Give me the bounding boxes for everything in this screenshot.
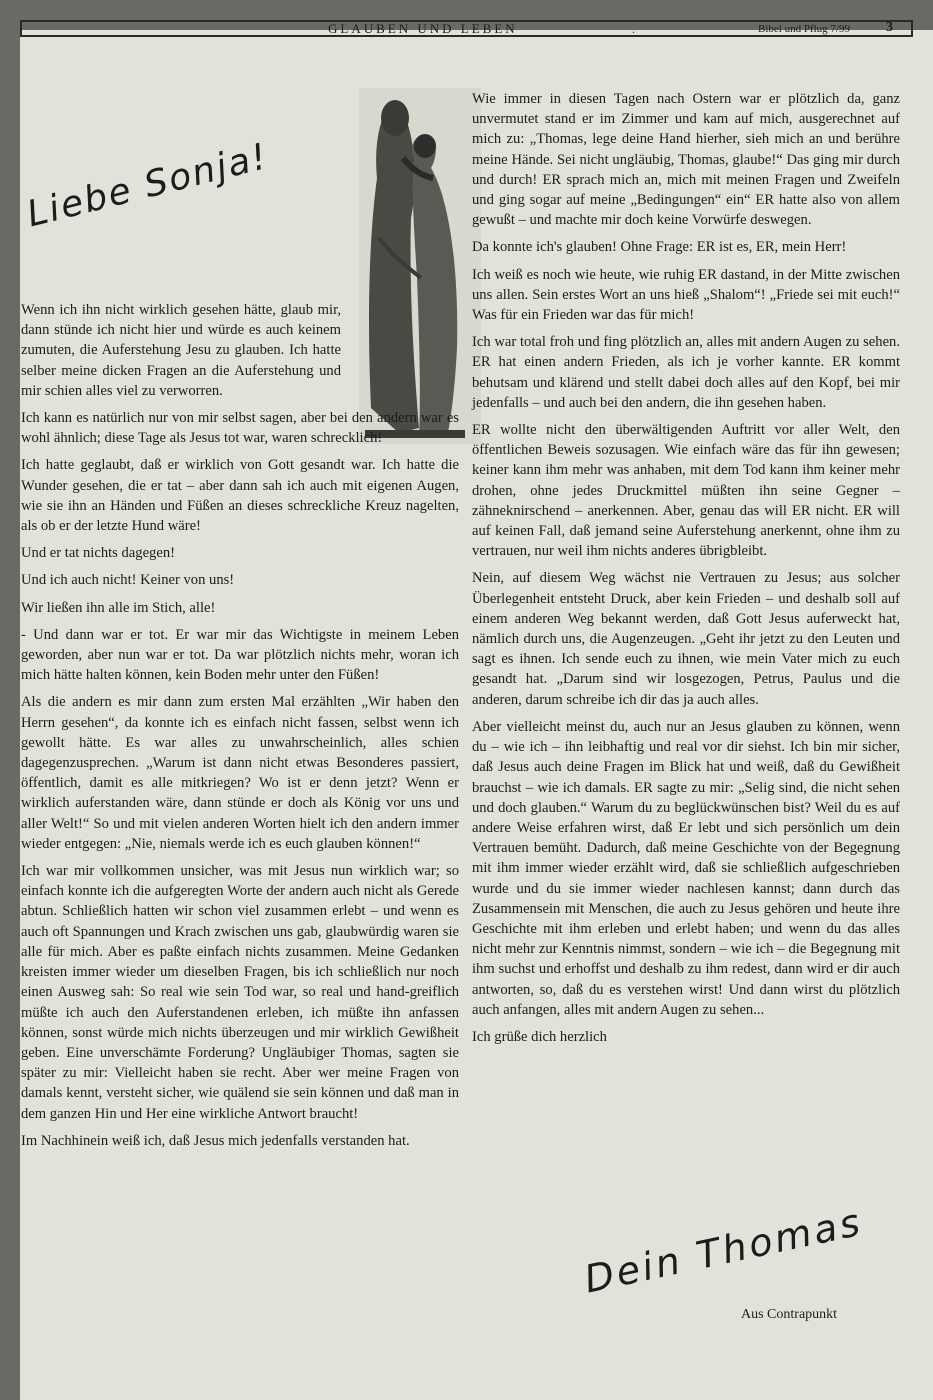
paragraph: Nein, auf diesem Weg wächst nie Vertrauen zu Jesus; aus solcher Überlegenheit entsteht Druck, aber kein Frieden – und deshalb soll auf einem anderen Weg bekannt werden, daß Gott Jesus auferweckt hat, nämlich durch uns, die Augenzeugen. „Geht ihr jetzt zu den Leuten und sagt es ihnen. Ich sende euch zu ihnen, wie mein Vater mich zu euch gesandt hat. „Darum sind wir losgezogen, Petrus, Paulus und die anderen, darum schreibe ich dir das ja auch alles.	[472, 570, 900, 708]
right-column	[472, 89, 900, 1054]
page-header	[20, 20, 913, 37]
paragraph: Im Nachhinein weiß ich, daß Jesus mich jedenfalls verstanden hat.	[21, 1132, 410, 1149]
paragraph: Ich weiß es noch wie heute, wie ruhig ER dastand, in der Mitte zwischen uns allen. Sein erstes Wort an uns hieß „Shalom“! „Friede sei mit euch!“ Was für ein Frieden war das für mich!	[472, 266, 900, 324]
paragraph: Wir ließen ihn alle im Stich, alle!	[21, 599, 216, 616]
paragraph: - Und dann war er tot. Er war mir das Wichtigste in meinem Leben geworden, aber nun war er tot. Da war plötzlich nichts mehr, woran ich mich hätte halten können, kein Boden mehr unter den Füßen!	[21, 626, 459, 684]
paragraph: Aber vielleicht meinst du, auch nur an Jesus glauben zu können, wenn du – wie ich – ihn leibhaftig und real vor dir siehst. Ich bin mir sicher, daß Jesus auch deine Fragen im Blick hat und weiß, daß du Gewißheit brauchst – wie ich damals. ER sagte zu mir: „Selig sind, die nicht sehen und doch glauben.“ Warum du zu beglückwünschen bist? Weil du es auf andere Weise erfahren wirst, daß Er lebt und sich persönlich um dein Vertrauen bemüht. Dadurch, daß meine Geschichte von der Begegnung mit ihm immer wieder erzählt wird, daß sie schließlich aufgeschrieben wurde und du sie immer wieder nachlesen kannst; dann durch das Zusammensein mit Menschen, die auch zu Jesus gehören und heute ihre Geschichte mit ihm erleben und erlebt haben; und wenn du das alles nicht mehr zur Kenntnis nimmst, sondern – wie ich – die Begegnung mit ihm suchst und erhoffst und deshalb zu ihm redest, dann wird er dir auch antworten, so, daß du es verstehen wirst! Und dann wirst du plötzlich auch anfangen, alles mit andern Augen zu sehen...	[472, 718, 900, 1018]
paragraph: Ich war total froh und fing plötzlich an, alles mit andern Augen zu sehen. ER hat einen andern Frieden, als ich je vorher kannte. ER kommt behutsam und klärend und stellt dabei doch alles auf den Kopf, bei mir jedenfalls – und auch bei den andern, die ihn gesehen haben.	[472, 334, 900, 411]
paragraph: Als die andern es mir dann zum ersten Mal erzählten „Wir haben den Herrn gesehen“, da konnte ich es einfach nicht fassen, selbst wenn ich gewollt hätte. Es war alles zu unwahrscheinlich, alles schien dagegenzusprechen. „Warum ist dann nicht etwas Besonderes passiert, öffentlich, damit es alle mitkriegen? Wo ist er denn jetzt? Wenn er wirklich auferstanden wäre, dann stünde er doch als König vor uns und aller Welt!“ So und mit vielen anderen Worten hielt ich den andern immer wieder entgegen: „Nie, niemals werde ich es euch glauben können!“	[21, 694, 459, 852]
paragraph: ER wollte nicht den überwältigenden Auftritt vor aller Welt, den öffentlichen Beweis sozusagen. Wie einfach wäre das für ihn gewesen; keiner kann ihm mehr was anhaben, mit dem Tod kann ihm keiner mehr drohen, ohne jedes Druckmittel müßten ihn seine Gegner – zähneknirschend – anerkennen. Aber, genau das will ER nicht. ER will auf keinen Fall, daß jemand seine Auferstehung anerkennt, ohne ihm zu vertrauen, nur weil ihm nichts anderes übrigbleibt.	[472, 422, 900, 560]
publication-info: Bibel und Pflug 7/99	[758, 23, 850, 35]
closing-line: Ich grüße dich herzlich	[472, 1028, 607, 1045]
paragraph: Ich war mir vollkommen unsicher, was mit Jesus nun wirklich war; so einfach konnte ich die aufgeregten Worte der andern auch nicht als Gerede abtun. Schließlich hatten wir schon viel zusammen erlebt – und wenn es auch oft Spannungen und Krach zwischen uns gab, glaubwürdig waren sie alle für mich. Aber es paßte einfach nichts zusammen. Meine Gedanken kreisten immer wieder um dieselben Fragen, bis ich schließlich nur noch einen Ausweg sah: So real wie sein Tod war, so real und hand-greiflich müßte ich auch den Auferstandenen erleben, ich müßte ihn anfassen können, sonst würde mich nichts überzeugen und mir wirklich Gewißheit geben. Eine unverschämte Forderung? Ungläubiger Thomas, sagten sie später zu mir: Vielleicht haben sie recht. Aber wer meine Fragen von damals kennt, versteht sicher, wie quälend sie sein können und daß man in dem ganzen Hin und Her eine wirkliche Antwort braucht!	[21, 863, 459, 1122]
handwritten-signature: Dein Thomas	[580, 1199, 867, 1302]
header-separator: .	[632, 22, 635, 36]
left-column	[21, 300, 459, 1158]
paragraph: Wenn ich ihn nicht wirklich gesehen hätte, glaub mir, dann stünde ich nicht hier und würde es auch keinem zumuten, die Auferstehung Jesu zu glauben. Ich hatte selber meine dicken Fragen an die Auferstehung und mir schien alles viel zu verworren.	[21, 302, 341, 399]
page-number: 3	[886, 20, 893, 35]
paragraph: Ich hatte geglaubt, daß er wirklich von Gott gesandt war. Ich hatte die Wunder gesehen, die er tat – aber dann sah ich auch mit eigenen Augen, wie sie ihn an Händen und Füßen an dieses schreckliche Kreuz nagelten, als ob er der letzte Hund wäre!	[21, 457, 459, 535]
section-title: GLAUBEN UND LEBEN	[328, 21, 518, 36]
source-credit: Aus Contrapunkt	[741, 1307, 838, 1322]
paragraph: Ich kann es natürlich nur von mir selbst sagen, aber bei den andern war es wohl ähnlich; diese Tage als Jesus tot war, waren schrecklich!	[21, 410, 459, 447]
paragraph: Und ich auch nicht! Keiner von uns!	[21, 572, 235, 589]
handwritten-greeting: Liebe Sonja!	[23, 135, 273, 236]
paragraph: Und er tat nichts dagegen!	[21, 545, 175, 562]
paragraph: Wie immer in diesen Tagen nach Ostern war er plötzlich da, ganz unvermutet stand er im Zimmer und kam auf mich, ausgerechnet auf mich zu: „Thomas, lege deine Hand hierher, sieh mich an und berühre meine Hände. Sei nicht ungläubig, Thomas, glaube!“ Das ging mir durch und durch! ER sprach mich an, mich mit meinen Fragen und Zweifeln und ging sogar auf meine „Bedingungen“ ein“ ER hatte also von allem gewußt – und machte mir doch keine Vorwürfe deswegen.	[472, 91, 900, 229]
paragraph: Da konnte ich's glauben! Ohne Frage: ER ist es, ER, mein Herr!	[472, 239, 847, 256]
